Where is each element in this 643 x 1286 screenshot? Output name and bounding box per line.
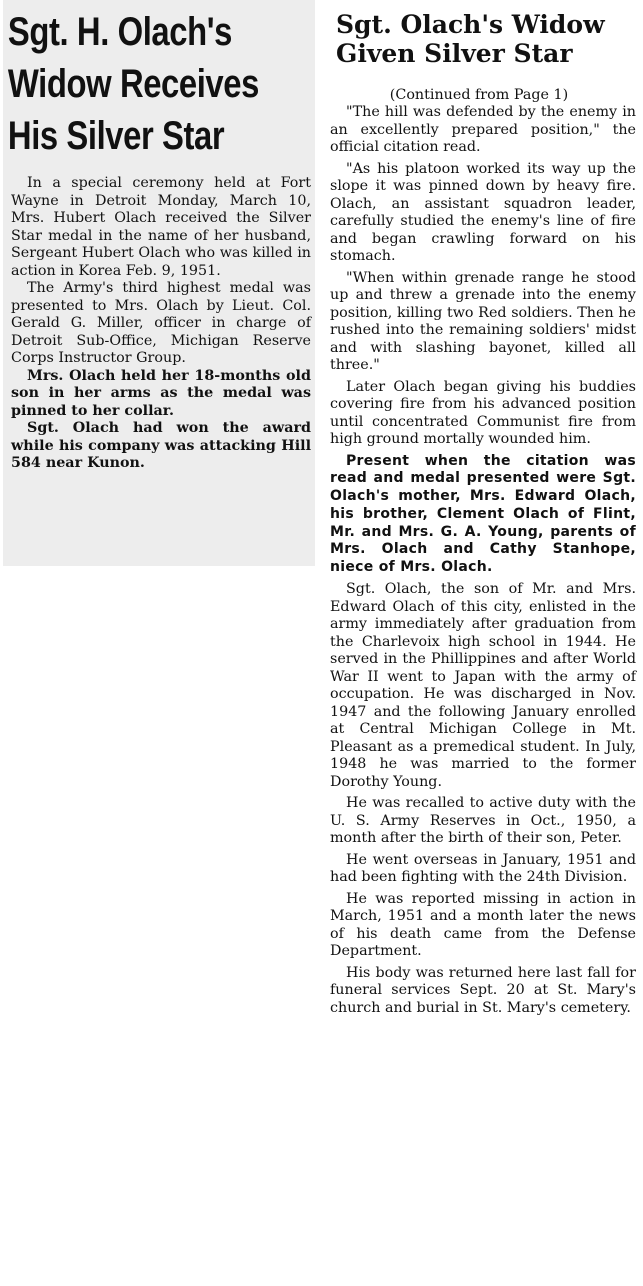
- left-headline-line-3: His Silver Star: [7, 114, 225, 158]
- left-paragraph: In a special ceremony held at Fort Wayne in Detroit Monday, March 10, Mrs. Hubert Olach received the Silver Star medal in the name of her husband, Sergeant Hubert Olach who was killed in action in Korea Feb. 9, 1951.: [11, 175, 311, 279]
- right-paragraph: "As his platoon worked its way up the slope it was pinned down by heavy fire. Olach, an assistant squadron leader, carefully studied the enemy's line of fire and began crawling forward on his stomach.: [330, 160, 636, 264]
- right-paragraph: He was reported missing in action in March, 1951 and a month later the news of his death came from the Defense Department.: [330, 890, 636, 960]
- right-paragraph: Later Olach began giving his buddies covering fire from his advanced position until concentrated Communist fire from high ground mortally wounded him.: [330, 378, 636, 447]
- left-paragraph: The Army's third highest medal was presented to Mrs. Olach by Lieut. Col. Gerald G. Miller, officer in charge of Detroit Sub-Office, Michigan Reserve Corps Instructor Group.: [11, 280, 311, 366]
- left-article: [3, 0, 315, 566]
- left-paragraph: Sgt. Olach had won the award while his company was attacking Hill 584 near Kunon.: [11, 420, 311, 471]
- right-paragraph: He was recalled to active duty with the U. S. Army Reserves in Oct., 1950, a month after the birth of their son, Peter.: [330, 795, 636, 847]
- right-paragraph: Present when the citation was read and medal presented were Sgt. Olach's mother, Mrs. Edward Olach, his brother, Clement Olach of Flint, Mr. and Mrs. G. A. Young, parents of Mrs. Olach and Cathy Stanhope, niece of Mrs. Olach.: [330, 452, 636, 576]
- right-paragraph: He went overseas in January, 1951 and had been fighting with the 24th Division.: [330, 851, 636, 886]
- right-headline-line-2: Given Silver Star: [336, 39, 573, 68]
- left-headline-line-1: Sgt. H. Olach's: [7, 10, 232, 54]
- right-headline: [330, 0, 636, 68]
- right-paragraph: "The hill was defended by the enemy in an excellently prepared position," the official citation read.: [330, 104, 636, 155]
- right-headline-line-1: Sgt. Olach's Widow: [336, 10, 605, 39]
- right-paragraph: Sgt. Olach, the son of Mr. and Mrs. Edward Olach of this city, enlisted in the army immediately after graduation from the Charlevoix high school in 1944. He served in the Phillippines and after World War II went to Japan with the army of occupation. He was discharged in Nov. 1947 and the following January enrolled at Central Michigan College in Mt. Pleasant as a premedical student. In July, 1948 he was married to the former Dorothy Young.: [330, 581, 636, 790]
- right-paragraph: "When within grenade range he stood up and threw a grenade into the enemy position, killing two Red soldiers. Then he rushed into the remaining soldiers' midst and with slashing bayonet, killed all three.": [330, 269, 636, 373]
- left-paragraph: Mrs. Olach held her 18-months old son in her arms as the medal was pinned to her collar.: [11, 367, 311, 419]
- right-article: [330, 0, 636, 1017]
- left-headline-line-2: Widow Receives: [7, 62, 259, 106]
- left-headline: [3, 0, 315, 162]
- right-paragraph: His body was returned here last fall for funeral services Sept. 20 at St. Mary's church and burial in St. Mary's cemetery.: [330, 964, 636, 1016]
- left-article-body: [11, 175, 311, 473]
- continued-note: (Continued from Page 1): [389, 87, 569, 103]
- right-article-body: [330, 104, 636, 1017]
